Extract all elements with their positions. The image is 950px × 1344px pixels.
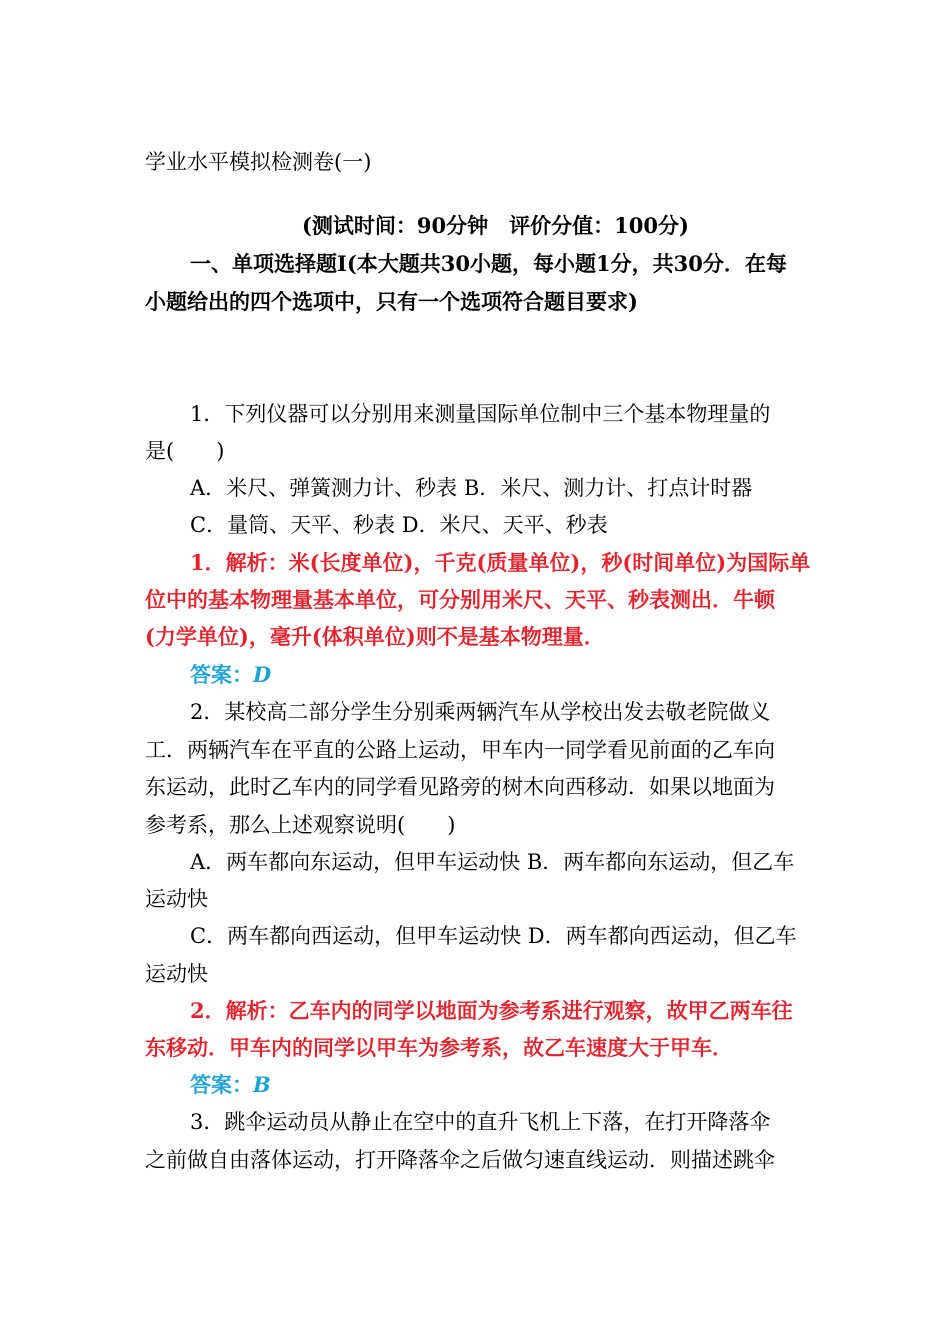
q1-stem-line2: 是( ) (145, 439, 225, 463)
q2-analysis-line1: 2．解析：乙车内的同学以地面为参考系进行观察，故甲乙两车往 (190, 998, 793, 1023)
q1-answer (190, 661, 271, 689)
q1-analysis-line1: 1．解析：米(长度单位)，千克(质量单位)，秒(时间单位)为国际单 (190, 550, 811, 575)
q1-stem-line1: 1．下列仪器可以分别用来测量国际单位制中三个基本物理量的 (190, 402, 771, 426)
test-meta: (测试时间：90分钟 评价分值：100分) (302, 213, 689, 238)
answer-value: D (253, 662, 272, 687)
answer-value: B (253, 1072, 271, 1097)
q2-option-ab-line1: A．两车都向东运动，但甲车运动快 B．两车都向东运动，但乙车 (190, 850, 795, 874)
q2-option-cd-line2: 运动快 (145, 962, 208, 986)
section-desc-line2: 小题给出的四个选项中，只有一个选项符合题目要求) (145, 289, 638, 314)
q2-stem-line1: 2．某校高二部分学生分别乘两辆汽车从学校出发去敬老院做义 (190, 700, 771, 724)
q3-stem-line1: 3．跳伞运动员从静止在空中的直升飞机上下落，在打开降落伞 (190, 1110, 771, 1134)
q2-option-cd-line1: C．两车都向西运动，但甲车运动快 D．两车都向西运动，但乙车 (190, 924, 797, 948)
q2-stem-line2: 工．两辆汽车在平直的公路上运动，甲车内一同学看见前面的乙车向 (145, 738, 775, 762)
q1-option-cd: C．量筒、天平、秒表 D．米尺、天平、秒表 (190, 513, 608, 537)
q2-stem-line3: 东运动，此时乙车内的同学看见路旁的树木向西移动．如果以地面为 (145, 775, 775, 799)
section-title: 一、单项选择题Ⅰ (190, 251, 347, 276)
section-heading (190, 250, 787, 278)
q3-stem-line2: 之前做自由落体运动，打开降落伞之后做匀速直线运动．则描述跳伞 (145, 1148, 775, 1172)
answer-label: 答案： (190, 662, 253, 687)
q2-analysis-line2: 东移动．甲车内的同学以甲车为参考系，故乙车速度大于甲车． (145, 1035, 733, 1060)
q2-stem-line4: 参考系，那么上述观察说明( ) (145, 813, 456, 837)
q1-analysis-line2: 位中的基本物理量基本单位，可分别用米尺、天平、秒表测出．牛顿 (145, 587, 775, 612)
q2-option-ab-line2: 运动快 (145, 887, 208, 911)
answer-label: 答案： (190, 1072, 253, 1097)
q2-answer (190, 1071, 271, 1099)
q1-analysis-line3: (力学单位)，毫升(体积单位)则不是基本物理量． (145, 624, 605, 649)
section-desc-line1: (本大题共30小题，每小题1分，共30分．在每 (346, 251, 787, 276)
q1-option-ab: A．米尺、弹簧测力计、秒表 B．米尺、测力计、打点计时器 (190, 476, 753, 500)
document-title: 学业水平模拟检测卷(一) (145, 150, 372, 174)
